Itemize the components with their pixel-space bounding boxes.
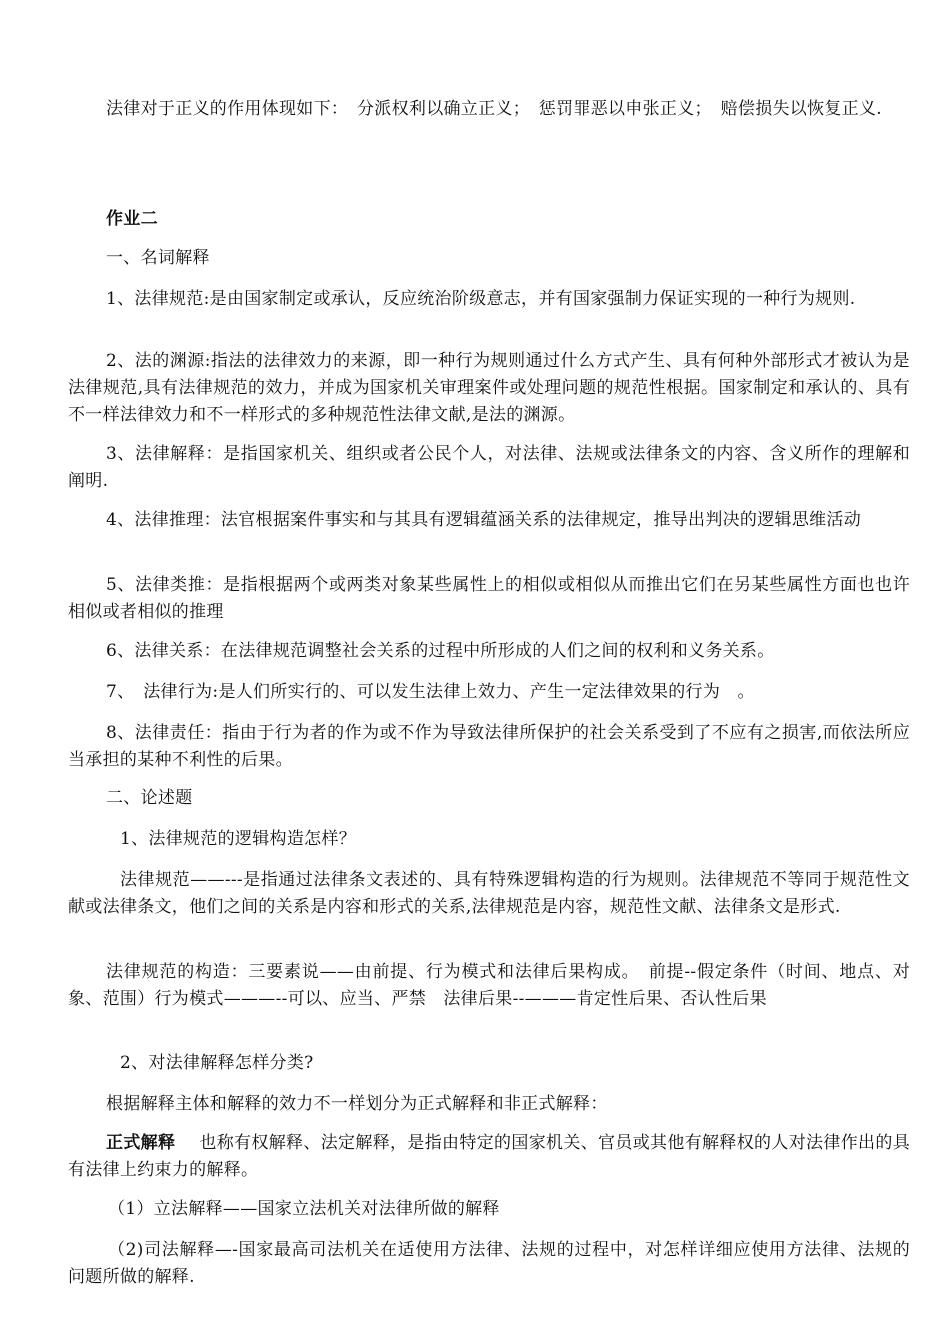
section-heading-terms: 一、名词解释 xyxy=(106,248,210,268)
term-source-of-law: 2、法的渊源:指法的法律效力的来源，即一种行为规则通过什么方式产生、具有何种外部形式才被认为是法律规范,具有法律规范的效力，并成为国家机关审理案件或处理问题的规范性根据。国家制定和承认的、具有不一样法律效力和不一样形式的多种规范性法律文献,是法的渊源。 xyxy=(68,351,910,425)
term-legal-liability: 8、法律责任：指由于行为者的作为或不作为导致法律所保护的社会关系受到了不应有之损害,而依法所应当承担的某种不利性的后果。 xyxy=(68,723,910,770)
assignment-heading: 作业二 xyxy=(106,209,158,229)
term-legal-relation: 6、法律关系：在法律规范调整社会关系的过程中所形成的人们之间的权利和义务关系。 xyxy=(106,641,775,661)
term-legal-norm: 1、法律规范:是由国家制定或承认，反应统治阶级意志，并有国家强制力保证实现的一种行为规则. xyxy=(106,289,856,309)
term-legal-reasoning: 4、法律推理：法官根据案件事实和与其具有逻辑蕴涵关系的法律规定，推导出判决的逻辑思维活动 xyxy=(106,510,862,530)
answer-2-intro: 根据解释主体和解释的效力不一样划分为正式解释和非正式解释： xyxy=(106,1094,608,1114)
question-1: 1、法律规范的逻辑构造怎样？ xyxy=(120,829,357,849)
answer-1-paragraph-2: 法律规范的构造：三要素说——由前提、行为模式和法律后果构成。 前提--假定条件（时间、地点、对象、范围）行为模式———--可以、应当、严禁 法律后果--———肯定性后果、否认性后果 xyxy=(68,962,910,1009)
formal-interpretation-label: 正式解释 xyxy=(106,1133,176,1153)
term-legal-interpretation: 3、法律解释：是指国家机关、组织或者公民个人，对法律、法规或法律条文的内容、含义所作的理解和阐明. xyxy=(68,444,910,491)
paragraph-justice-roles: 法律对于正义的作用体现如下： 分派权利以确立正义； 惩罚罪恶以申张正义； 赔偿损失以恢复正义. xyxy=(106,99,883,119)
term-legal-act: 7、 法律行为:是人们所实行的、可以发生法律上效力、产生一定法律效果的行为 。 xyxy=(106,682,755,702)
section-heading-essay: 二、论述题 xyxy=(106,788,193,808)
answer-2-formal-interpretation xyxy=(68,1130,910,1184)
question-2: 2、对法律解释怎样分类? xyxy=(120,1053,314,1073)
term-legal-analogy: 5、法律类推：是指根据两个或两类对象某些属性上的相似或相似从而推出它们在另某些属性方面也也许相似或者相似的推理 xyxy=(68,575,910,622)
answer-1-paragraph-1: 法律规范——---是指通过法律条文表述的、具有特殊逻辑构造的行为规则。法律规范不等同于规范性文献或法律条文，他们之间的关系是内容和形式的关系,法律规范是内容，规范性文献、法律条文是形式. xyxy=(68,870,910,917)
answer-2-item-2: （2)司法解释—-国家最高司法机关在适使用方法律、法规的过程中，对怎样详细应使用方法律、法规的问题所做的解释. xyxy=(68,1240,910,1287)
answer-2-item-1: （1）立法解释——国家立法机关对法律所做的解释 xyxy=(108,1199,500,1219)
formal-interpretation-text: 也称有权解释、法定解释，是指由特定的国家机关、官员或其他有解释权的人对法律作出的具有法律上约束力的解释。 xyxy=(68,1133,910,1180)
